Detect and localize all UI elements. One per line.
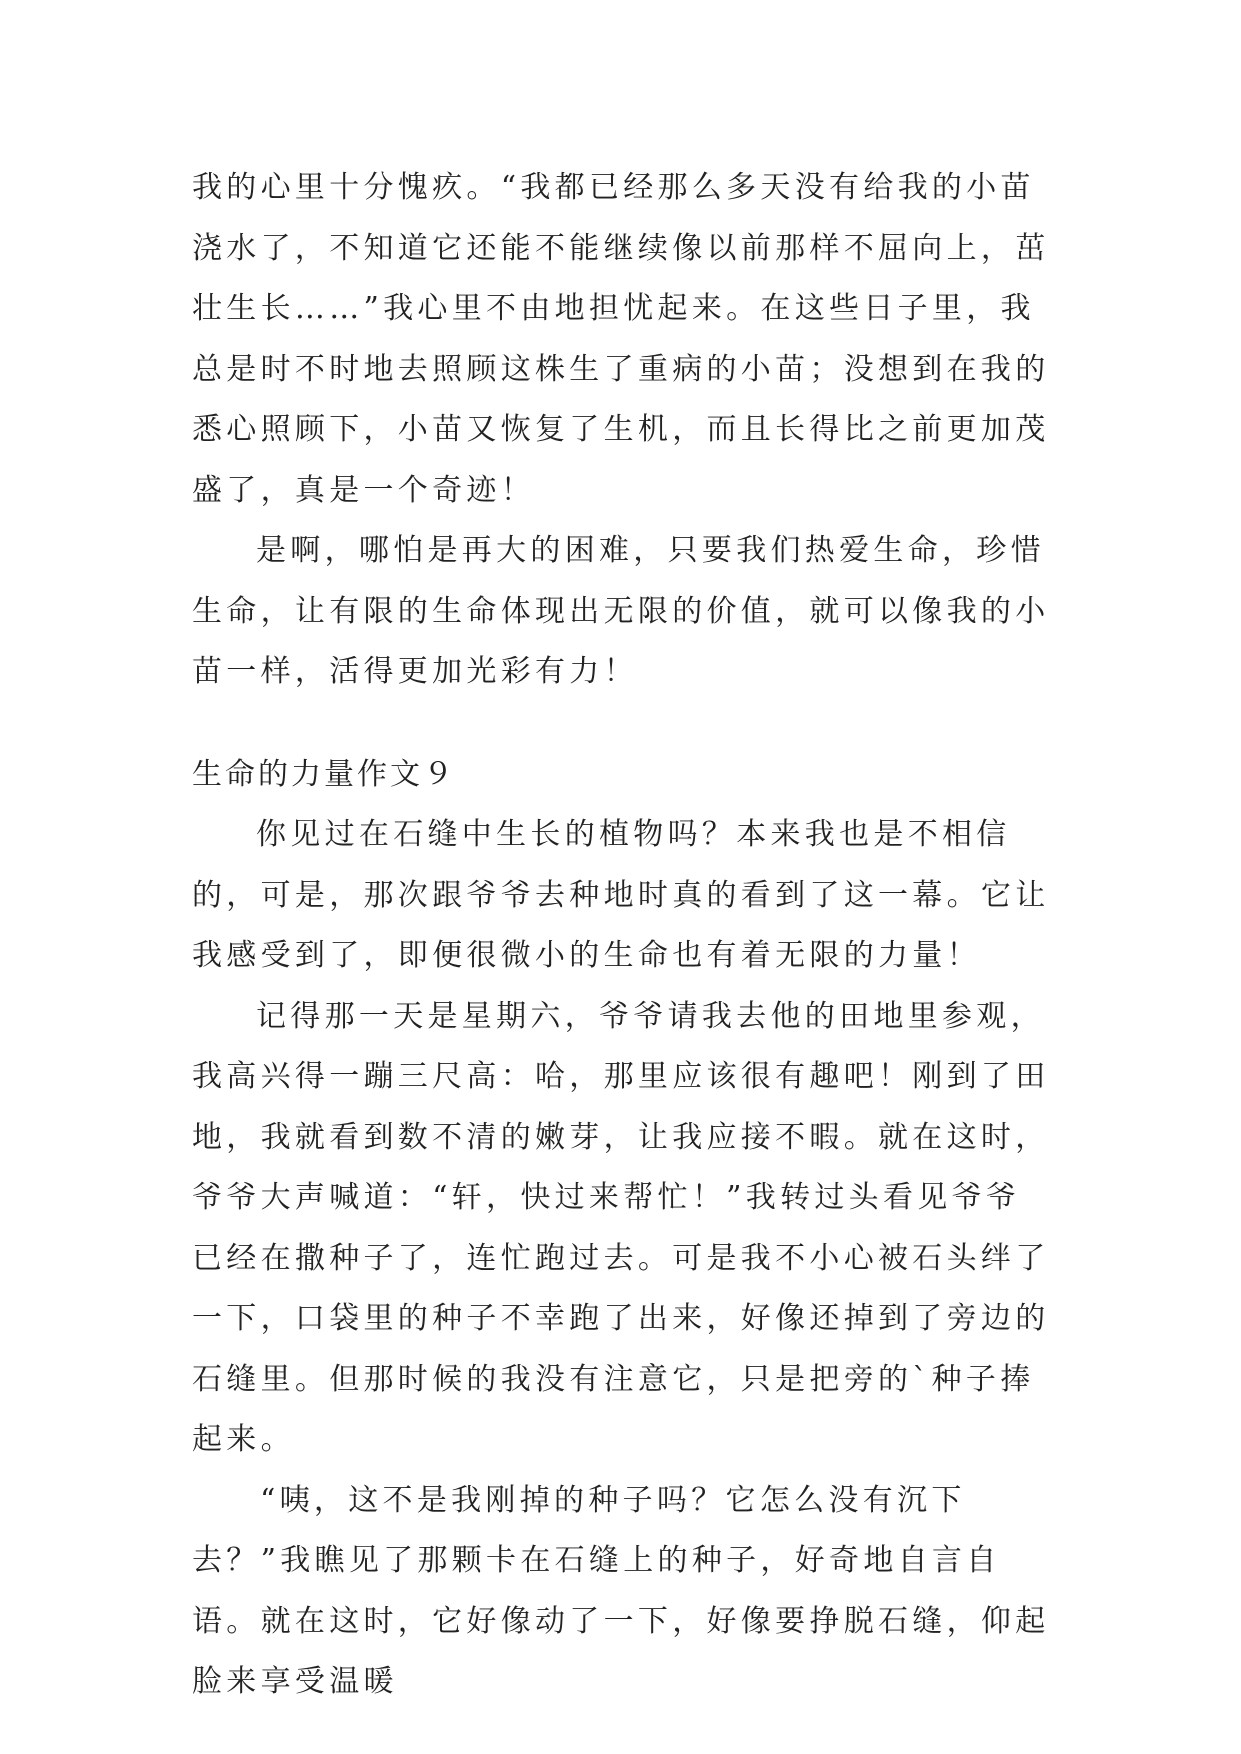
paragraph-continued: 我的心里十分愧疚。“我都已经那么多天没有给我的小苗浇水了，不知道它还能不能继续像以前那样不屈向上，茁壮生长……”我心里不由地担忧起来。在这些日子里，我总是时不时地去照顾这株生了重病的小苗；没想到在我的悉心照顾下，小苗又恢复了生机，而且长得比之前更加茂盛了，真是一个奇迹！ (192, 170, 1050, 508)
paragraph-story: 记得那一天是星期六，爷爷请我去他的田地里参观，我高兴得一蹦三尺高：哈，那里应该很有趣吧！刚到了田地，我就看到数不清的嫩芽，让我应接不暇。就在这时，爷爷大声喊道：“轩，快过来帮忙！”我转过头看见爷爷已经在撒种子了，连忙跑过去。可是我不小心被石头绊了一下，口袋里的种子不幸跑了出来，好像还掉到了旁边的石缝里。但那时候的我没有注意它，只是把旁的`种子捧起来。 (192, 998, 1050, 1457)
paragraph-intro: 你见过在石缝中生长的植物吗？本来我也是不相信的，可是，那次跟爷爷去种地时真的看到了这一幕。它让我感受到了，即便很微小的生命也有着无限的力量！ (192, 817, 1050, 973)
document-body (192, 158, 1054, 1713)
paragraph-conclusion: 是啊，哪怕是再大的困难，只要我们热爱生命，珍惜生命，让有限的生命体现出无限的价值，就可以像我的小苗一样，活得更加光彩有力！ (192, 533, 1050, 689)
paragraph-discovery: “咦，这不是我刚掉的种子吗？它怎么没有沉下去？”我瞧见了那颗卡在石缝上的种子，好奇地自言自语。就在这时，它好像动了一下，好像要挣脱石缝，仰起脸来享受温暖 (192, 1482, 1050, 1699)
section-title: 生命的力量作文９ (192, 756, 456, 792)
